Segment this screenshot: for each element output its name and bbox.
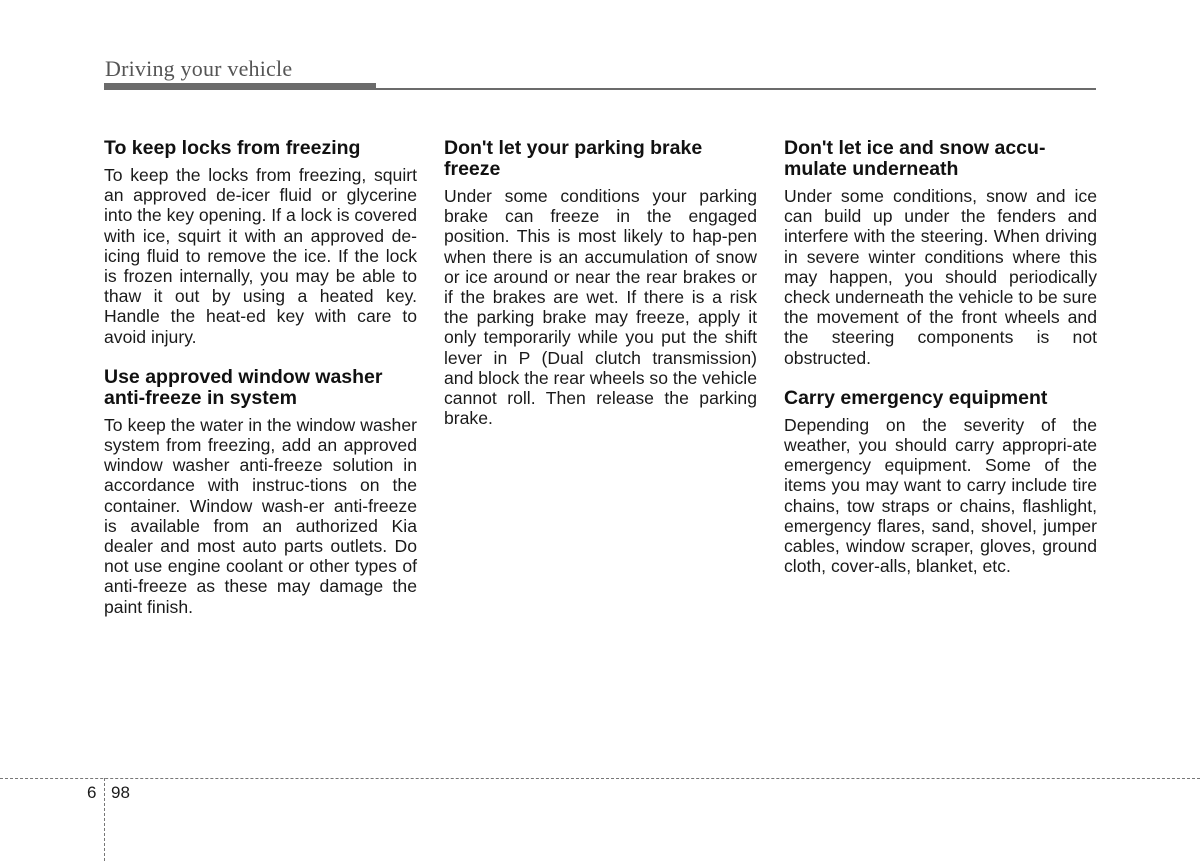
section-emergency-equipment bbox=[784, 388, 1097, 577]
section-heading: Carry emergency equipment bbox=[784, 386, 1048, 409]
footer-dashed-divider bbox=[104, 778, 105, 861]
section-locks-freezing bbox=[104, 138, 417, 347]
section-parking-brake bbox=[444, 138, 757, 428]
page-header-title: Driving your vehicle bbox=[105, 56, 293, 81]
section-body: To keep the water in the window washer system from freezing, add an approved window washer anti-freeze solution in accordance with instruc-tions on the container. Window wash-er anti-freeze is available from an authorized Kia dealer and most auto parts outlets. Do not use engine coolant or other types of anti-freeze as these may damage the paint finish. bbox=[104, 414, 417, 617]
column-left bbox=[104, 138, 417, 637]
section-ice-snow bbox=[784, 138, 1097, 368]
page-number: 98 bbox=[111, 783, 130, 802]
section-body: Under some conditions, snow and ice can build up under the fenders and interfere with the steering. When driving in severe winter conditions where this may happen, you should periodically check underneath the vehicle to be sure the movement of the front wheels and the steering components is not obstructed. bbox=[784, 186, 1097, 368]
chapter-number: 6 bbox=[87, 783, 97, 802]
section-washer-antifreeze bbox=[104, 367, 417, 617]
section-heading: Don't let ice and snow accu-mulate underneath bbox=[784, 137, 1046, 180]
footer-dashed-rule bbox=[0, 778, 1200, 779]
section-heading: Use approved window washer anti-freeze in system bbox=[104, 365, 383, 409]
section-heading: To keep locks from freezing bbox=[104, 137, 361, 159]
section-body: Under some conditions your parking brake can freeze in the engaged position. This is most likely to hap-pen when there is an accumulation of snow or ice around or near the rear brakes or if the brakes are wet. If there is a risk the parking brake may freeze, apply it only temporarily while you put the shift lever in P (Dual clutch transmission) and block the rear wheels so the vehicle cannot roll. Then release the parking brake. bbox=[444, 186, 757, 429]
column-middle bbox=[444, 138, 757, 448]
column-right bbox=[784, 138, 1097, 596]
header-rule bbox=[376, 88, 1096, 90]
section-heading: Don't let your parking brake freeze bbox=[444, 137, 703, 180]
section-body: Depending on the severity of the weather, you should carry appropri-ate emergency equipment. Some of the items you may want to carry include tire chains, tow straps or chains, flashlight, emergency flares, sand, shovel, jumper cables, window scraper, gloves, ground cloth, cover-alls, blanket, etc. bbox=[784, 414, 1097, 577]
section-body: To keep the locks from freezing, squirt an approved de-icer fluid or glycerine into the key opening. If a lock is covered with ice, squirt it with an approved de-icing fluid to remove the ice. If the lock is frozen internally, you may be able to thaw it out by using a heated key. Handle the heat-ed key with care to avoid injury. bbox=[104, 165, 417, 347]
header-rule-accent bbox=[104, 83, 376, 90]
